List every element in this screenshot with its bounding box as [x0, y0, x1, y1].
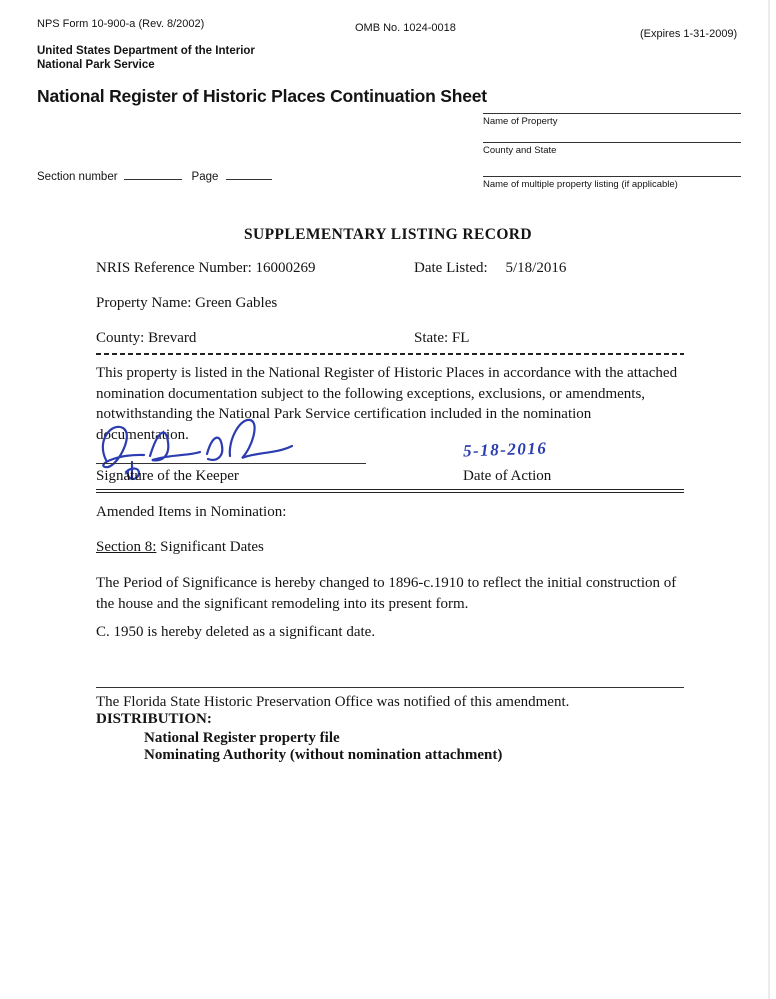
section-8-label: Section 8:: [96, 539, 157, 555]
county-value: Brevard: [148, 330, 197, 346]
nris-row: [96, 260, 316, 277]
omb-number: OMB No. 1024-0018: [355, 22, 456, 34]
supplementary-listing-heading: SUPPLEMENTARY LISTING RECORD: [244, 226, 532, 243]
agency-line-1: United States Department of the Interior: [37, 45, 255, 57]
county-and-state-label: County and State: [483, 145, 557, 156]
date-listed-value: 5/18/2016: [505, 260, 567, 276]
signature-line: [96, 463, 366, 464]
state-row: [414, 330, 469, 347]
date-listed-label: Date Listed:: [414, 260, 488, 276]
scan-edge-artifact: [768, 0, 770, 999]
page-label: Page: [191, 171, 219, 183]
property-name-value: Green Gables: [195, 295, 278, 311]
name-of-property-label: Name of Property: [483, 116, 558, 127]
distribution-item: National Register property file: [144, 730, 340, 746]
distribution-item: Nominating Authority (without nomination attachment): [144, 747, 503, 763]
state-value: FL: [451, 330, 470, 346]
county-label: County:: [96, 330, 145, 346]
page-blank: [226, 168, 272, 180]
deleted-date-line: C. 1950 is hereby deleted as a significant date.: [96, 624, 376, 640]
section-8-title: Significant Dates: [156, 539, 264, 555]
shpo-notified-line: The Florida State Historic Preservation Office was notified of this amendment.: [96, 694, 570, 710]
multiple-property-field: [483, 176, 741, 190]
section-8-row: [96, 539, 264, 556]
county-row: [96, 330, 196, 347]
county-and-state-field: [483, 142, 741, 156]
amended-items-heading: Amended Items in Nomination:: [96, 504, 287, 520]
date-of-action-label: Date of Action: [463, 468, 552, 484]
nris-value: 16000269: [255, 260, 316, 276]
section-page-row: [37, 168, 272, 183]
bottom-rule: [96, 687, 684, 688]
double-rule-divider: [96, 489, 684, 493]
state-label: State:: [414, 330, 449, 346]
property-name-label: Property Name:: [96, 295, 192, 311]
form-number: NPS Form 10-900-a (Rev. 8/2002): [37, 18, 205, 30]
agency-line-2: National Park Service: [37, 59, 155, 71]
nris-label: NRIS Reference Number:: [96, 260, 252, 276]
multiple-property-label: Name of multiple property listing (if applicable): [483, 179, 678, 190]
property-name-row: [96, 295, 277, 312]
signature-of-keeper-label: Signature of the Keeper: [96, 468, 239, 484]
expiration-note: (Expires 1-31-2009): [640, 28, 738, 40]
section-number-label: Section number: [37, 171, 118, 183]
section-number-blank: [124, 168, 182, 180]
date-listed-row: [414, 260, 566, 277]
handwritten-date-of-action: 5-18-2016: [462, 438, 548, 461]
distribution-heading: DISTRIBUTION:: [96, 711, 212, 727]
document-title: National Register of Historic Places Continuation Sheet: [37, 86, 487, 106]
name-of-property-field: [483, 113, 741, 127]
dashed-divider: [96, 353, 684, 355]
certification-paragraph: This property is listed in the National Register of Historic Places in accordance with the attached nomination documentation subject to the following exceptions, exclusions, or amendments, notwithstanding the National Park Service certification included in the nomination documentation.: [96, 365, 678, 443]
period-of-significance-paragraph: The Period of Significance is hereby changed to 1896-c.1910 to reflect the initial construction of the house and the significant remodeling into its present form.: [96, 575, 677, 612]
